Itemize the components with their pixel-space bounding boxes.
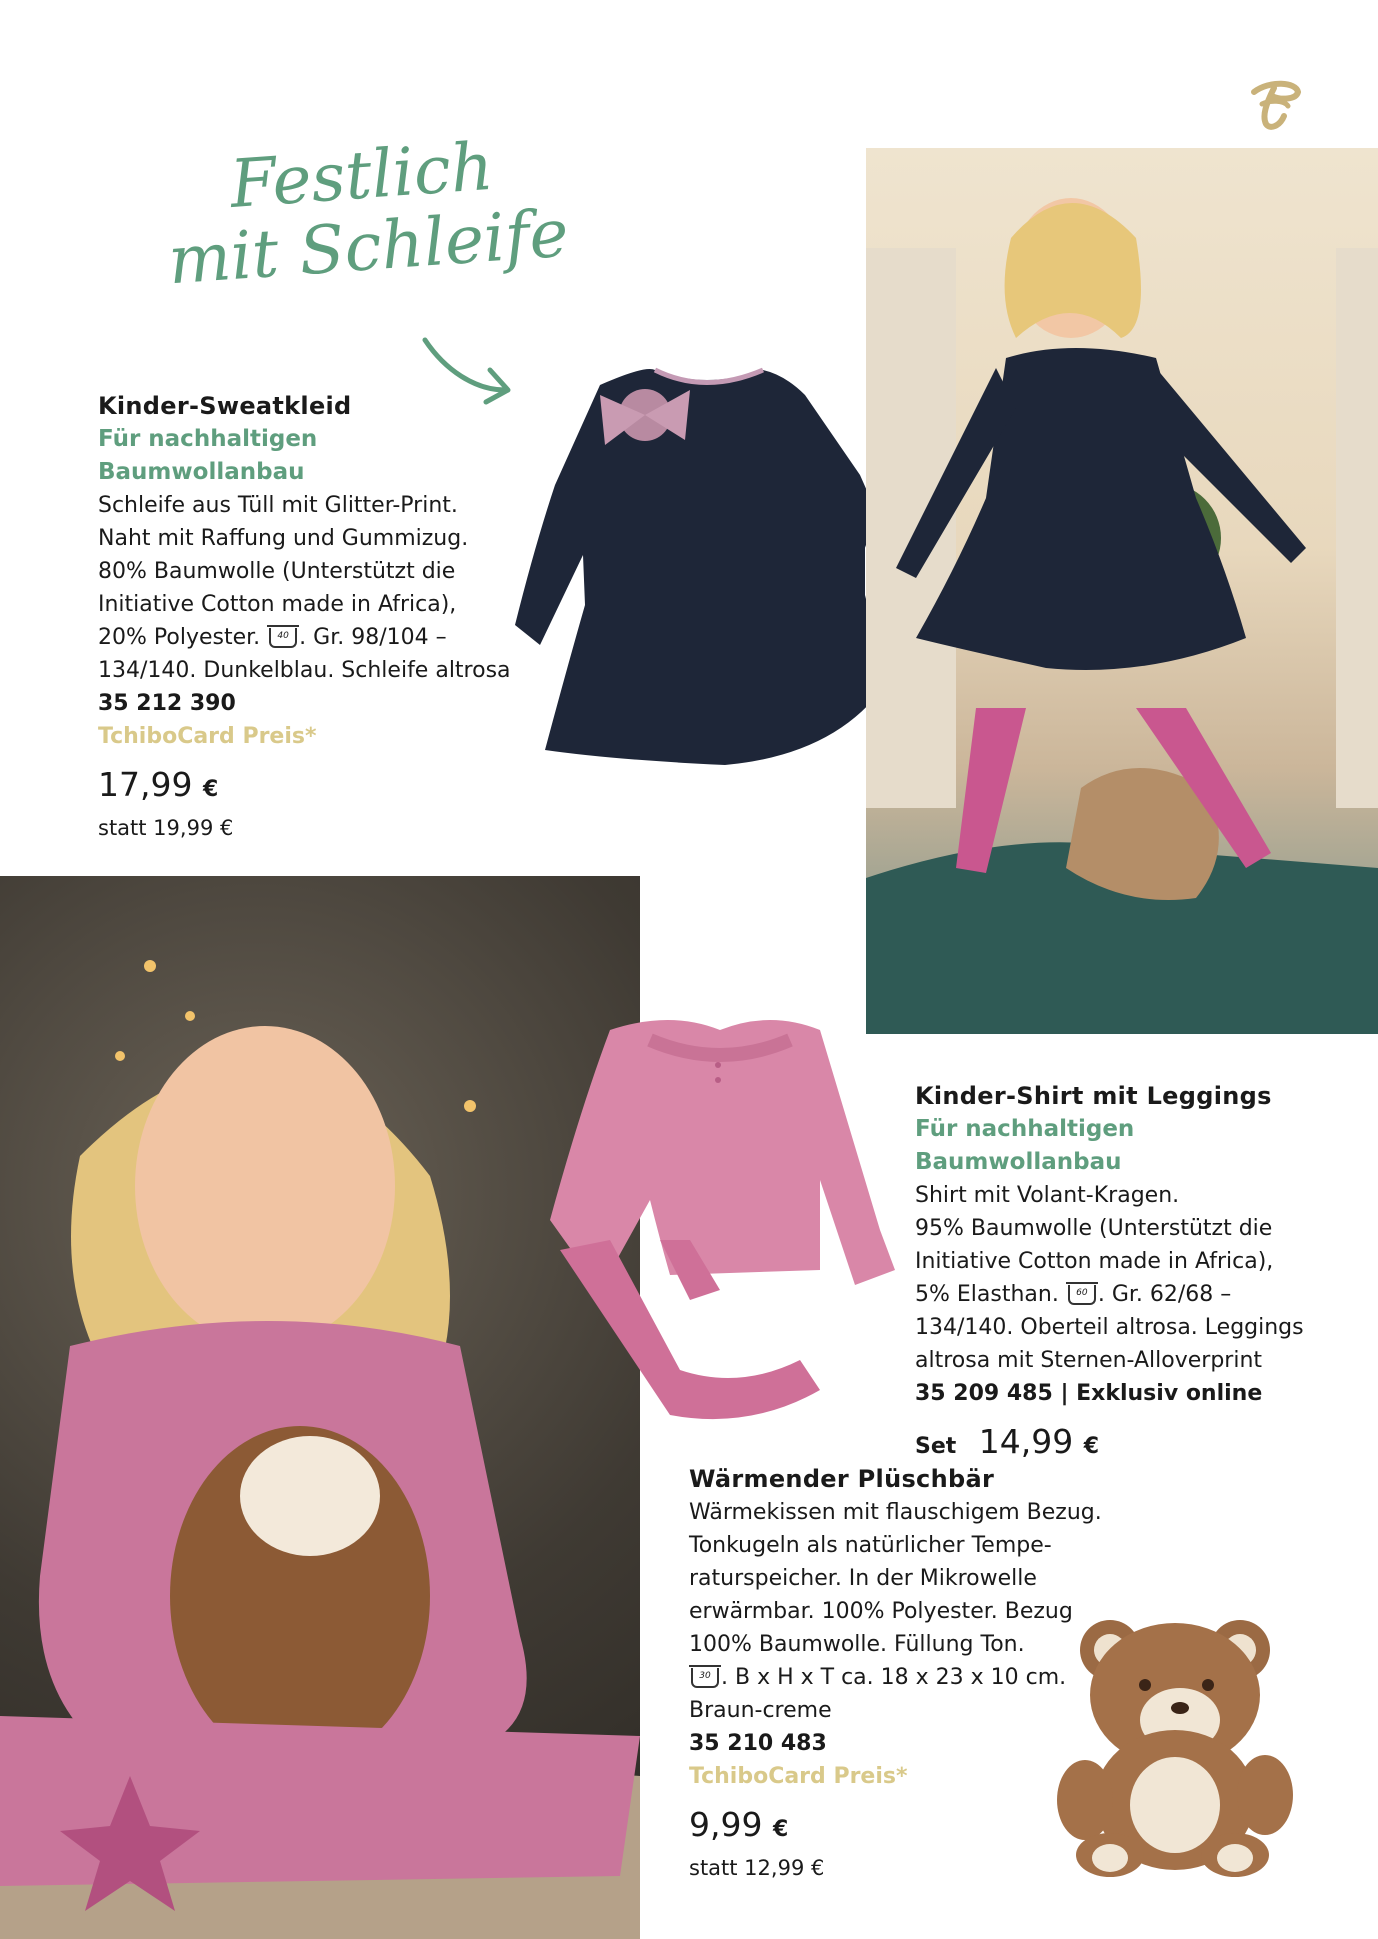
description-line: Tonkugeln als natürlicher Tempe- (689, 1533, 1052, 1558)
product-shirt-leggings (915, 1080, 1345, 1469)
description-line: Naht mit Raffung und Gummizug. (98, 526, 469, 551)
set-label: Set (915, 1434, 957, 1459)
product-name: Wärmender Plüschbär (689, 1465, 995, 1493)
headline-line-2: mit Schleife (165, 194, 571, 300)
old-price: statt 19,99 € (98, 816, 234, 840)
description-line: 100% Baumwolle. Füllung Ton. (689, 1632, 1025, 1657)
product-subtitle (98, 423, 518, 489)
tchibocard-label: TchiboCard Preis* (689, 1764, 908, 1789)
teddy-bear-product-image (1040, 1600, 1300, 1880)
photo-girl-jumping-illustration (866, 148, 1378, 1034)
price: 17,99 € (98, 765, 219, 804)
headline-line-1: Festlich (227, 127, 496, 223)
article-number: 35 210 483 (689, 1731, 827, 1756)
description-line: Initiative Cotton made in Africa), (98, 592, 457, 617)
wash-symbol-icon: 30 (691, 1668, 719, 1688)
product-subtitle: Für nachhaltigen Baumwollanbau (915, 1116, 1135, 1175)
tchibo-logo-icon (1240, 70, 1306, 136)
wash-symbol-icon: 40 (269, 628, 297, 648)
description-line: altrosa mit Sternen-Alloverprint (915, 1348, 1263, 1373)
product-name: Kinder-Sweatkleid (98, 392, 352, 420)
description-line: 80% Baumwolle (Unterstützt die (98, 559, 456, 584)
description-line: Wärmekissen mit flauschigem Bezug. (689, 1500, 1102, 1525)
subtitle-line: Baumwollanbau (98, 459, 305, 485)
product-sweatkleid (98, 390, 518, 845)
old-price: statt 12,99 € (689, 1856, 825, 1880)
article-number: 35 209 485 | Exklusiv online (915, 1381, 1263, 1406)
product-description (98, 489, 518, 687)
product-description (915, 1179, 1345, 1377)
description-line: 30 . B x H x T ca. 18 x 23 x 10 cm. (689, 1661, 1119, 1694)
description-line: 20% Polyester. 40 . Gr. 98/104 – (98, 625, 447, 650)
price: 9,99 € (689, 1805, 789, 1844)
price: Set 14,99 € (915, 1422, 1100, 1461)
description-line: 134/140. Dunkelblau. Schleife altrosa (98, 658, 511, 683)
article-number: 35 212 390 (98, 691, 236, 716)
description-line: raturspeicher. In der Mikrowelle (689, 1566, 1037, 1591)
photo-girl-jumping (866, 148, 1378, 1034)
description-line: Initiative Cotton made in Africa), (915, 1249, 1274, 1274)
description-line: Shirt mit Volant-Kragen. (915, 1183, 1180, 1208)
description-line: 134/140. Oberteil altrosa. Leggings (915, 1315, 1304, 1340)
subtitle-line: Für nachhaltigen (98, 426, 318, 452)
tchibocard-label: TchiboCard Preis* (98, 724, 317, 749)
description-line: 95% Baumwolle (Unterstützt die (915, 1216, 1273, 1241)
headline (150, 127, 571, 300)
description-line: Schleife aus Tüll mit Glitter-Print. (98, 493, 458, 518)
description-line: Braun-creme (689, 1698, 832, 1723)
product-name: Kinder-Shirt mit Leggings (915, 1082, 1272, 1110)
description-line: erwärmbar. 100% Polyester. Bezug (689, 1599, 1073, 1624)
wash-symbol-icon: 60 (1068, 1285, 1096, 1305)
description-line: 5% Elasthan. 60 . Gr. 62/68 – (915, 1282, 1232, 1307)
dress-product-image (505, 355, 915, 775)
shirt-leggings-product-image (540, 990, 900, 1430)
